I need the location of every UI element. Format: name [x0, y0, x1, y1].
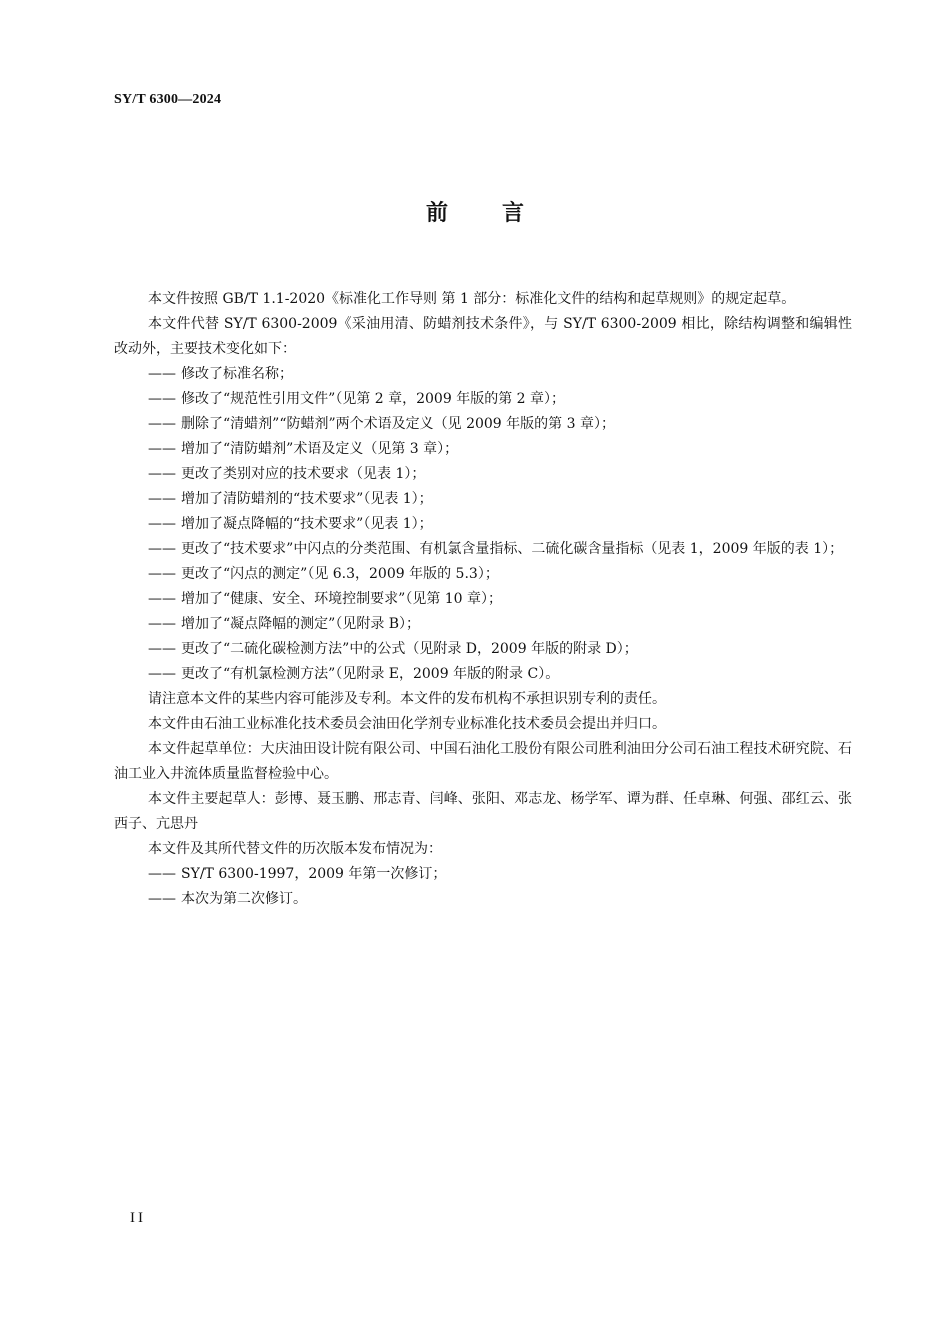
change-item — [114, 462, 852, 487]
dash-mark: —— — [148, 466, 176, 482]
change-item — [114, 562, 852, 587]
history-item-text: SY/T 6300-1997，2009 年第一次修订； — [181, 866, 447, 882]
page-title: 前言 — [425, 201, 578, 226]
dash-mark: —— — [148, 366, 176, 382]
paragraph-drafting-rule: 本文件按照 GB/T 1.1-2020《标准化工作导则 第 1 部分：标准化文件的结构和起草规则》的规定起草。 — [148, 291, 796, 307]
standard-number: SY/T 6300—2024 — [114, 92, 222, 107]
paragraph-history-intro: 本文件及其所代替文件的历次版本发布情况为： — [148, 841, 442, 857]
change-item — [114, 437, 852, 462]
history-item — [114, 862, 852, 887]
paragraph-drafting-units: 本文件起草单位：大庆油田设计院有限公司、中国石油化工股份有限公司胜利油田分公司石油工程技术研究院、石油工业入井流体质量监督检验中心。 — [114, 741, 852, 782]
dash-mark: —— — [148, 541, 176, 557]
change-item — [114, 412, 852, 437]
dash-mark: —— — [148, 516, 176, 532]
change-item — [114, 662, 852, 687]
dash-mark: —— — [148, 616, 176, 632]
dash-mark: —— — [148, 666, 176, 682]
page-number: II — [130, 1210, 146, 1226]
change-item-text: 增加了“凝点降幅的测定”（见附录 B）； — [181, 616, 421, 632]
dash-mark: —— — [148, 416, 176, 432]
change-item-text: 删除了“清蜡剂”“防蜡剂”两个术语及定义（见 2009 年版的第 3 章）； — [181, 416, 615, 432]
change-item-text: 更改了“二硫化碳检测方法”中的公式（见附录 D，2009 年版的附录 D）； — [181, 641, 638, 657]
change-item-text: 修改了“规范性引用文件”（见第 2 章，2009 年版的第 2 章）； — [181, 391, 566, 407]
change-item-text: 更改了“闪点的测定”（见 6.3，2009 年版的 5.3）； — [181, 566, 499, 582]
change-item — [114, 637, 852, 662]
foreword-body — [114, 287, 852, 912]
change-item — [114, 512, 852, 537]
paragraph-drafters: 本文件主要起草人：彭博、聂玉鹏、邢志青、闫峰、张阳、邓志龙、杨学军、谭为群、任卓琳、何强、邵红云、张西子、亢思丹 — [114, 791, 852, 832]
paragraph-patent-notice: 请注意本文件的某些内容可能涉及专利。本文件的发布机构不承担识别专利的责任。 — [148, 691, 666, 707]
change-item — [114, 537, 852, 562]
change-item-text: 增加了凝点降幅的“技术要求”（见表 1）； — [181, 516, 433, 532]
dash-mark: —— — [148, 641, 176, 657]
change-item-text: 更改了类别对应的技术要求（见表 1）； — [181, 466, 426, 482]
change-item-text: 增加了“清防蜡剂”术语及定义（见第 3 章）； — [181, 441, 459, 457]
change-item-text: 增加了“健康、安全、环境控制要求”（见第 10 章）； — [181, 591, 503, 607]
dash-mark: —— — [148, 391, 176, 407]
change-item-text: 修改了标准名称； — [181, 366, 293, 382]
dash-mark: —— — [148, 891, 176, 907]
change-item-text: 增加了清防蜡剂的“技术要求”（见表 1）； — [181, 491, 433, 507]
change-item — [114, 387, 852, 412]
change-item-text: 更改了“技术要求”中闪点的分类范围、有机氯含量指标、二硫化碳含量指标（见表 1，2009 年版的表 1）； — [181, 541, 844, 557]
history-item-text: 本次为第二次修订。 — [181, 891, 307, 907]
dash-mark: —— — [148, 566, 176, 582]
dash-mark: —— — [148, 491, 176, 507]
paragraph-proposer: 本文件由石油工业标准化技术委员会油田化学剂专业标准化技术委员会提出并归口。 — [148, 716, 666, 732]
paragraph-replacement: 本文件代替 SY/T 6300-2009《采油用清、防蜡剂技术条件》，与 SY/T 6300-2009 相比，除结构调整和编辑性改动外，主要技术变化如下： — [114, 316, 852, 357]
dash-mark: —— — [148, 866, 176, 882]
change-item — [114, 487, 852, 512]
dash-mark: —— — [148, 441, 176, 457]
change-item — [114, 587, 852, 612]
change-item — [114, 362, 852, 387]
change-item — [114, 612, 852, 637]
history-item — [114, 887, 852, 912]
change-item-text: 更改了“有机氯检测方法”（见附录 E，2009 年版的附录 C）。 — [181, 666, 560, 682]
dash-mark: —— — [148, 591, 176, 607]
